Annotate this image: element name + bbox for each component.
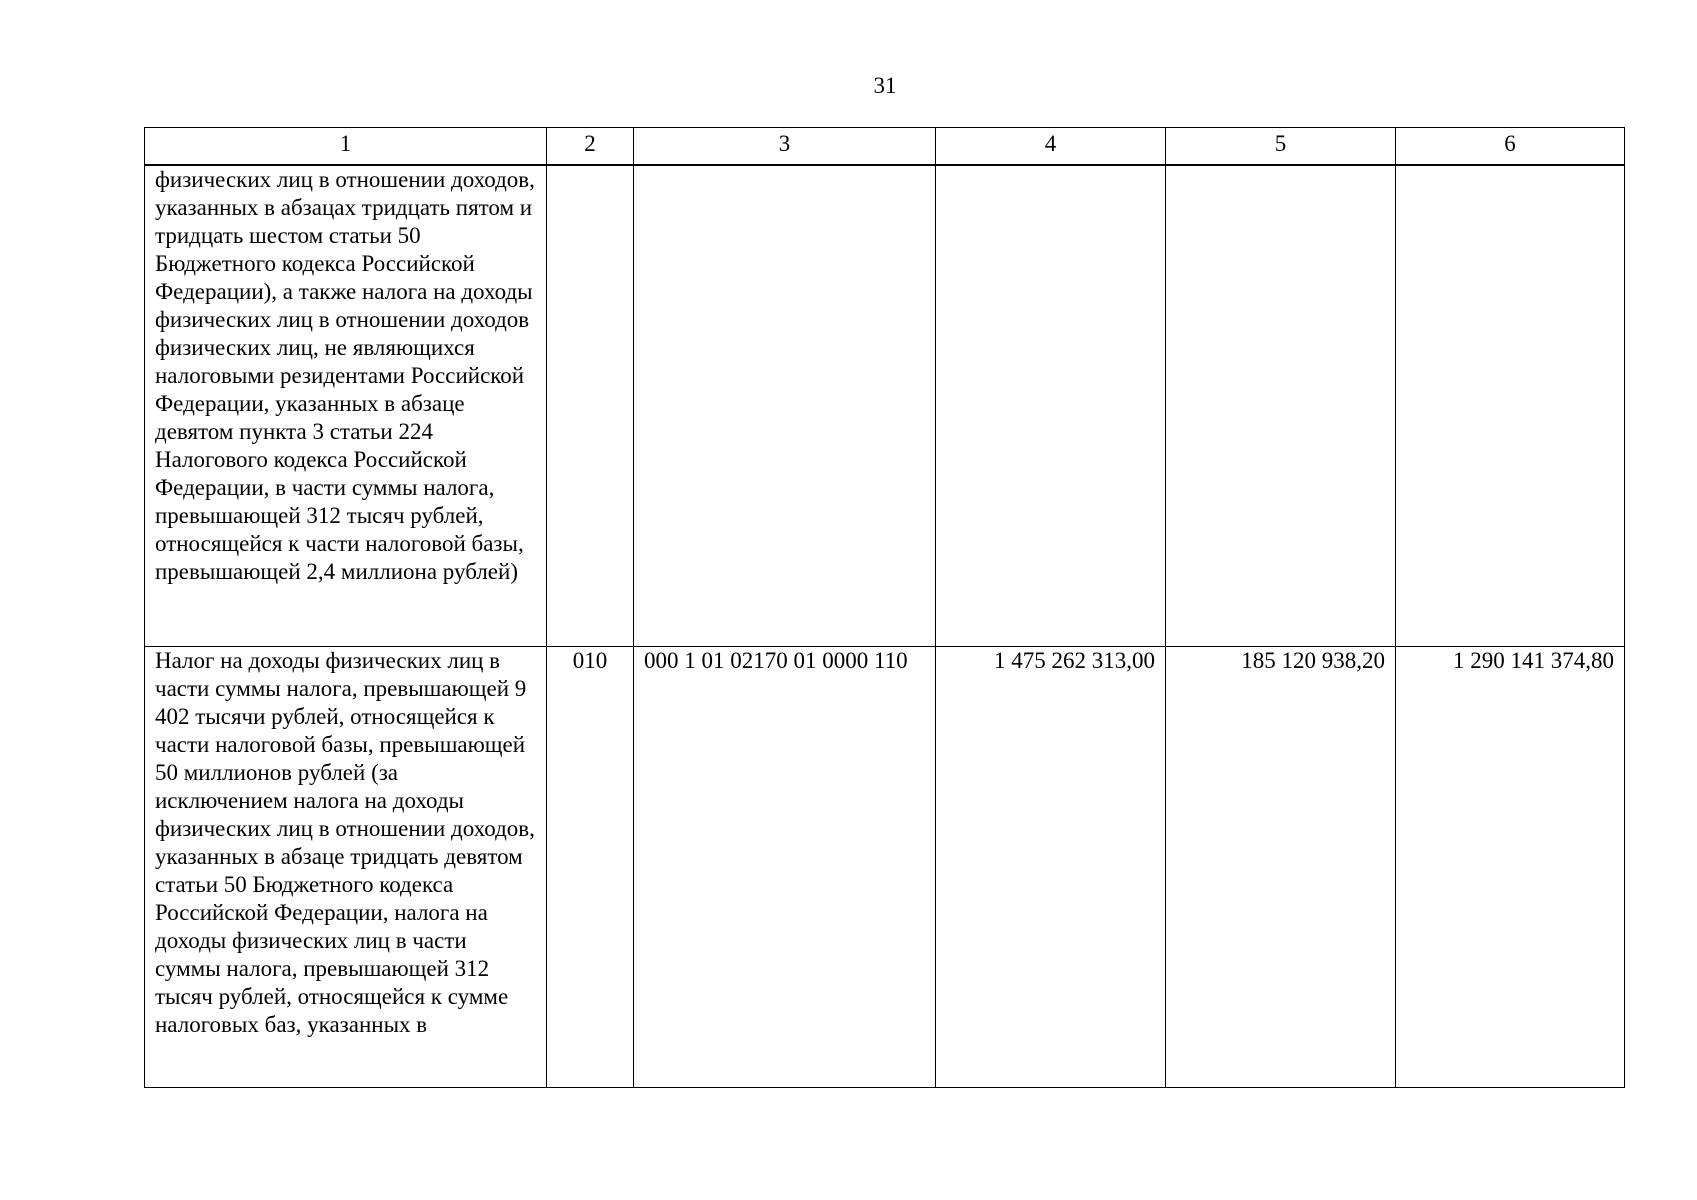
- report-table: [144, 127, 1625, 1088]
- column-header-5: 5: [1166, 128, 1396, 166]
- row-description: Налог на доходы физических лиц в части суммы налога, превышающей 9 402 тысячи рублей, относящейся к части налоговой базы, превышающей 50 миллионов рублей (за исключением налога на доходы физических лиц в отношении доходов, указанных в абзаце тридцать девятом статьи 50 Бюджетного кодекса Российской Федерации, налога на доходы физических лиц в части суммы налога, превышающей 312 тысяч рублей, относящейся к сумме налоговых баз, указанных в: [145, 647, 547, 1088]
- row-value-col4: 1 475 262 313,00: [936, 647, 1166, 1088]
- row-budget-code: 000 1 01 02170 01 0000 110: [634, 647, 936, 1088]
- row-value-col5: 185 120 938,20: [1166, 647, 1396, 1088]
- header-row: [145, 128, 1625, 166]
- table-row: [145, 165, 1625, 647]
- row-code: [547, 165, 634, 647]
- row-value-col6: 1 290 141 374,80: [1396, 647, 1625, 1088]
- row-value-col4: [936, 165, 1166, 647]
- column-header-1: 1: [145, 128, 547, 166]
- row-description: физических лиц в отношении доходов, указанных в абзацах тридцать пятом и тридцать шестом статьи 50 Бюджетного кодекса Российской Федерации), а также налога на доходы физических лиц в отношении доходов физических лиц, не являющихся налоговыми резидентами Российской Федерации, указанных в абзаце девятом пункта 3 статьи 224 Налогового кодекса Российской Федерации, в части суммы налога, превышающей 312 тысяч рублей, относящейся к части налоговой базы, превышающей 2,4 миллиона рублей): [145, 165, 547, 647]
- table-row: [145, 647, 1625, 1088]
- column-header-6: 6: [1396, 128, 1625, 166]
- row-budget-code: [634, 165, 936, 647]
- page-number: 31: [873, 73, 897, 98]
- table-header: [145, 128, 1625, 166]
- column-header-4: 4: [936, 128, 1166, 166]
- row-value-col5: [1166, 165, 1396, 647]
- row-value-col6: [1396, 165, 1625, 647]
- column-header-3: 3: [634, 128, 936, 166]
- column-header-2: 2: [547, 128, 634, 166]
- row-code: 010: [547, 647, 634, 1088]
